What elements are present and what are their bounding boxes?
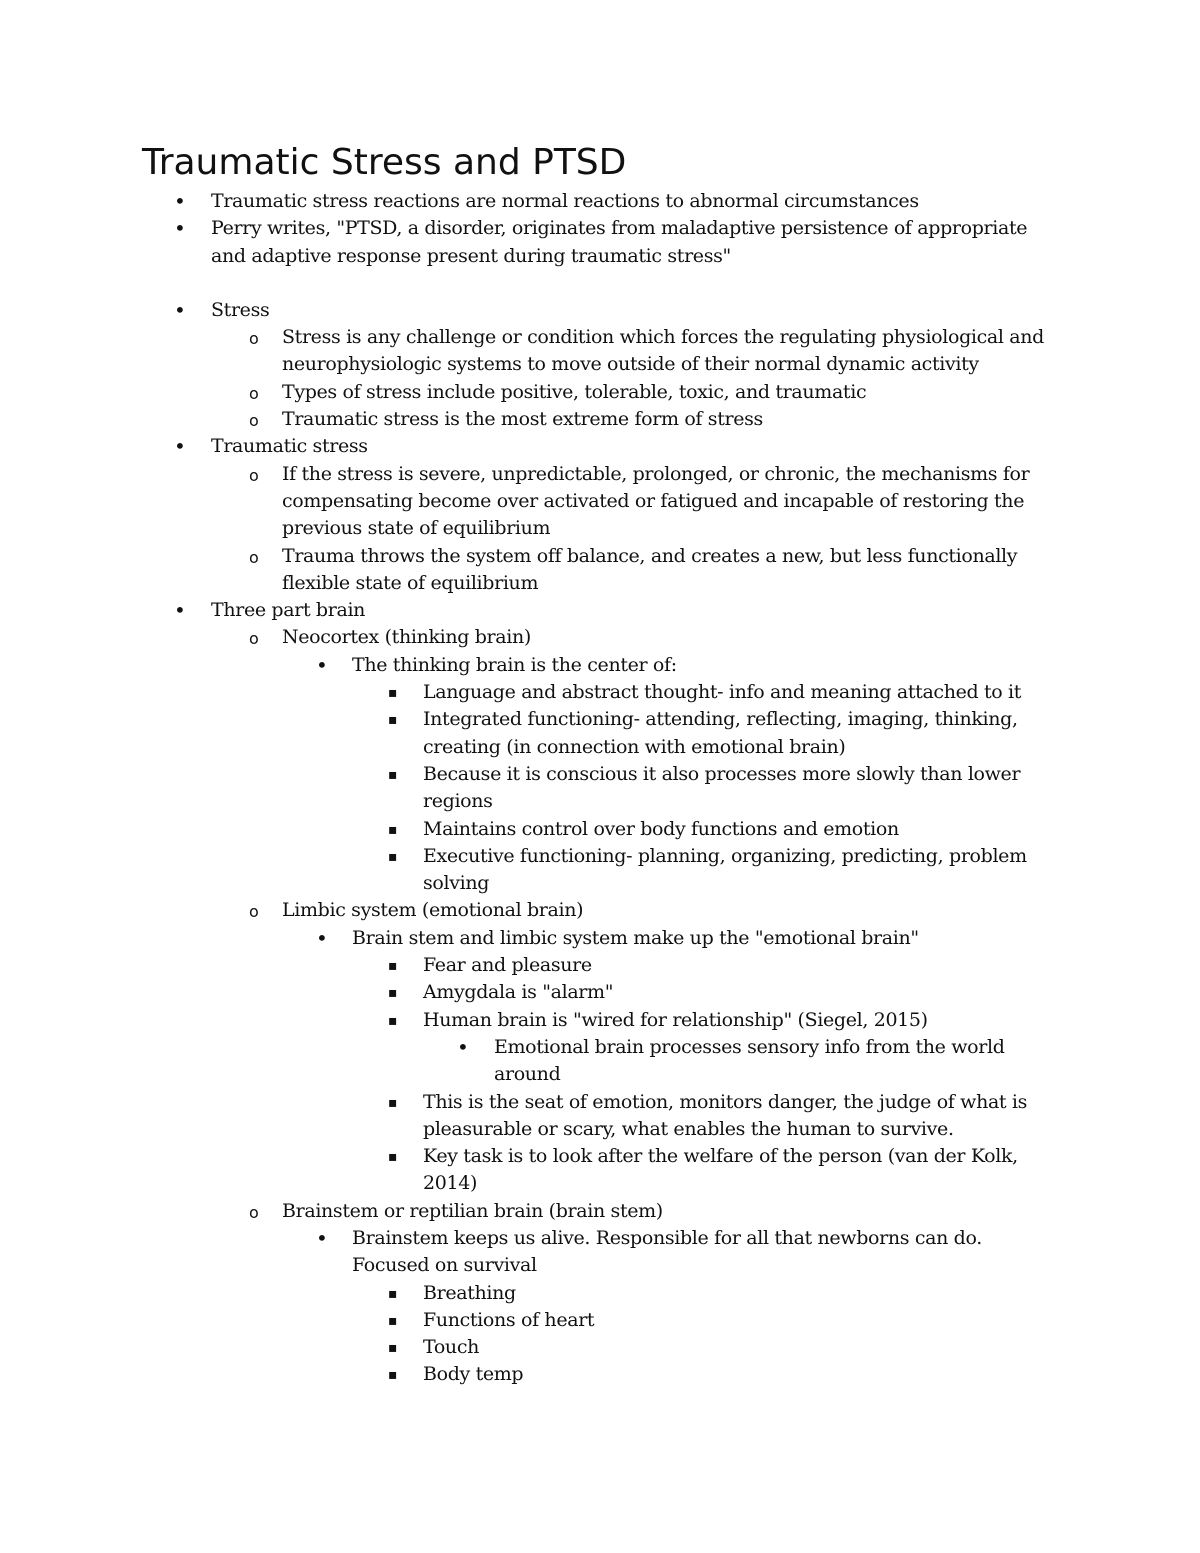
square-bullet-icon: ▪ [388,1367,398,1384]
square-bullet-icon: ▪ [388,1340,398,1357]
square-bullet-icon: ▪ [388,712,398,729]
circle-bullet-icon: o [249,411,259,431]
page-title: Traumatic Stress and PTSD [142,142,627,183]
list-item [0,1007,1043,1034]
list-item-text: The thinking brain is the center of: [352,653,677,676]
list-item [0,215,1051,270]
list-item-text: If the stress is severe, unpredictable, prolonged, or chronic, the mechanisms for compensating become over activated or fatigued and incapable of restoring the previous state of equilibrium [282,462,1030,540]
list-item [0,188,1051,215]
list-item [0,979,1043,1006]
list-item-text: Traumatic stress is the most extreme form of stress [282,408,763,431]
list-item [0,433,1051,460]
circle-bullet-icon: o [249,329,259,349]
disc-bullet-icon: • [316,1225,328,1250]
list-item-text: Functions of heart [423,1308,595,1331]
list-item [0,624,1052,651]
list-item-text: Integrated functioning- attending, reflecting, imaging, thinking, creating (in connection with emotional brain) [423,708,1018,758]
list-item-text: Executive functioning- planning, organizing, predicting, problem solving [423,844,1027,895]
square-bullet-icon: ▪ [388,985,398,1002]
disc-bullet-icon: • [316,652,328,677]
list-item [0,1143,1043,1198]
list-item-text: Brainstem keeps us alive. Responsible for all that newborns can do. Focused on survival [352,1226,982,1277]
list-item [0,297,1051,324]
notes-outline [0,188,1200,1389]
list-item [0,461,1052,543]
square-bullet-icon: ▪ [388,685,398,702]
disc-bullet-icon: • [316,925,328,950]
square-bullet-icon: ▪ [388,1285,398,1302]
list-item [0,379,1052,406]
list-item [0,1225,1042,1280]
list-item [0,1034,1034,1089]
list-item-text: Key task is to look after the welfare of the person (van der Kolk, 2014) [423,1145,1018,1195]
square-bullet-icon: ▪ [388,958,398,975]
circle-bullet-icon: o [249,902,259,922]
list-item [0,652,1042,679]
disc-bullet-icon: • [174,297,186,322]
circle-bullet-icon: o [249,383,259,403]
list-item-text: Emotional brain processes sensory info from the world around [494,1035,1005,1086]
list-item-text: Stress is any challenge or condition which forces the regulating physiological and neurophysiologic systems to move outside of their normal dynamic activity [282,326,1044,376]
list-item [0,706,1043,761]
circle-bullet-icon: o [249,1202,259,1222]
list-item-text: Limbic system (emotional brain) [282,899,584,922]
list-item [0,1280,1043,1307]
list-item-text: Maintains control over body functions and emotion [423,817,899,840]
disc-bullet-icon: • [174,598,186,623]
list-item [0,952,1043,979]
list-item [0,406,1052,433]
square-bullet-icon: ▪ [388,1012,398,1029]
square-bullet-icon: ▪ [388,848,398,865]
list-item [0,1198,1052,1225]
disc-bullet-icon: • [174,434,186,459]
disc-bullet-icon: • [174,216,186,241]
list-item-text: Stress [211,298,270,321]
list-item [0,761,1043,816]
list-item-text: Because it is conscious it also processes more slowly than lower regions [423,762,1021,813]
list-item-text: Touch [423,1336,480,1359]
list-item-text: Traumatic stress reactions are normal reactions to abnormal circumstances [211,190,919,212]
list-item-text: Traumatic stress [211,435,368,458]
list-item [0,543,1052,598]
list-item [0,324,1052,379]
list-item-text: This is the seat of emotion, monitors danger, the judge of what is pleasurable or scary, what enables the human to survive. [423,1090,1028,1140]
list-item-text: Brainstem or reptilian brain (brain stem) [282,1199,663,1222]
list-item [0,1089,1043,1144]
list-item-text: Body temp [423,1363,524,1386]
disc-bullet-icon: • [174,189,186,213]
circle-bullet-icon: o [249,547,259,567]
list-item [0,897,1052,924]
list-item-text: Language and abstract thought- info and meaning attached to it [423,681,1022,704]
list-item [0,1361,1043,1388]
list-item-text: Types of stress include positive, tolerable, toxic, and traumatic [282,380,867,403]
list-item [0,925,1042,952]
list-item [0,679,1043,706]
list-item-text: Fear and pleasure [423,954,592,977]
blank-line [0,270,1200,297]
disc-bullet-icon: • [457,1034,469,1059]
list-item [0,1334,1043,1361]
list-item [0,843,1043,898]
list-item-text: Breathing [423,1281,516,1304]
list-item-text: Perry writes, "PTSD, a disorder, originates from maladaptive persistence of appropriate and adaptive response present during traumatic stress" [211,217,1028,267]
square-bullet-icon: ▪ [388,766,398,783]
list-item [0,1307,1043,1334]
list-item-text: Human brain is "wired for relationship" (Siegel, 2015) [423,1008,928,1031]
list-item-text: Brain stem and limbic system make up the "emotional brain" [352,926,919,949]
square-bullet-icon: ▪ [388,1094,398,1111]
list-item-text: Amygdala is "alarm" [423,981,614,1004]
circle-bullet-icon: o [249,465,259,485]
list-item [0,597,1051,624]
circle-bullet-icon: o [249,629,259,649]
square-bullet-icon: ▪ [388,1149,398,1166]
list-item-text: Neocortex (thinking brain) [282,626,531,649]
list-item-text: Trauma throws the system off balance, and creates a new, but less functionally flexible state of equilibrium [282,544,1018,594]
list-item [0,816,1043,843]
list-item-text: Three part brain [211,599,366,622]
square-bullet-icon: ▪ [388,821,398,838]
square-bullet-icon: ▪ [388,1312,398,1329]
